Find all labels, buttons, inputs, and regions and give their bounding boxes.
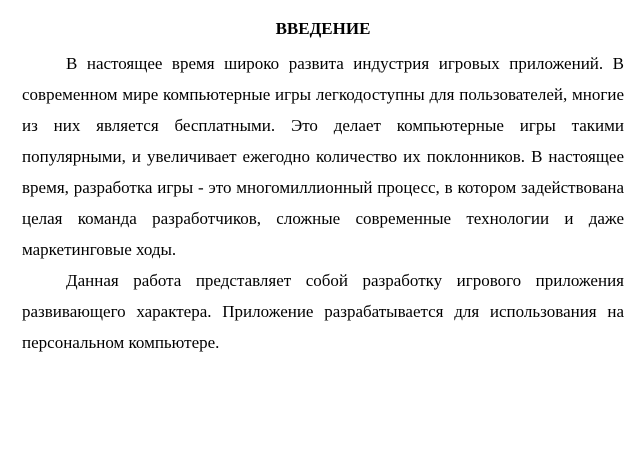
paragraph-work-description: Данная работа представляет собой разработку игрового приложения развивающего характера. Приложение разрабатывается для использования на персональном компьютере.	[22, 271, 624, 352]
paragraph-intro: В настоящее время широко развита индустрия игровых приложений. В современном мире компьютерные игры легкодоступны для пользователей, многие из них является бесплатными. Это делает компьютерные игры такими популярными, и увеличивает ежегодно количество их поклонников. В настоящее время, разработка игры - это многомиллионный процесс, в котором задействована целая команда разработчиков, сложные современные технологии и даже маркетинговые ходы.	[22, 54, 624, 259]
document-page	[22, 18, 624, 358]
section-heading: ВВЕДЕНИЕ	[275, 19, 371, 38]
